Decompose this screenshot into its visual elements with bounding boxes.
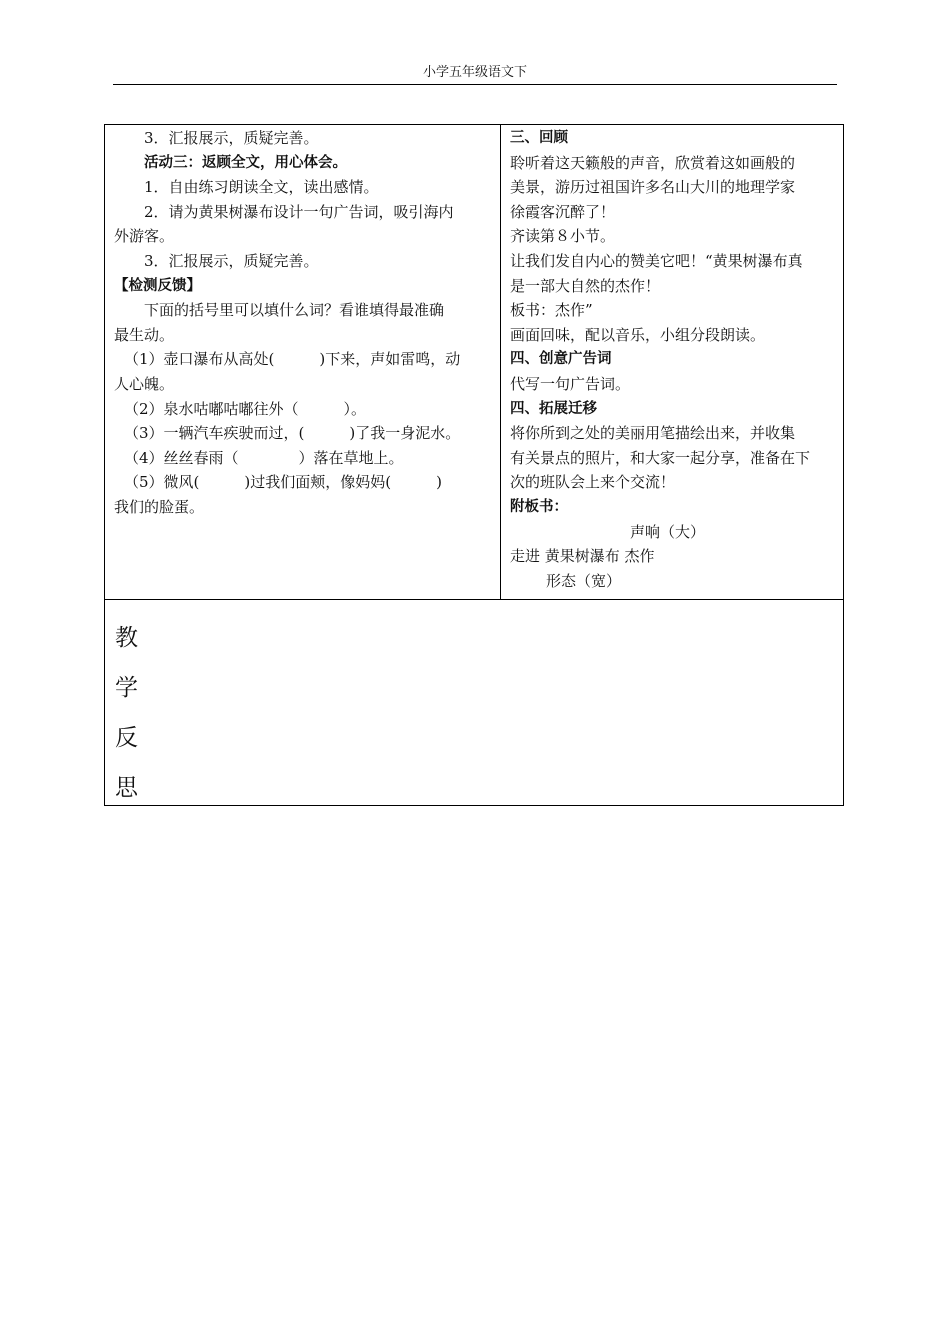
exercise-item: （2）泉水咕嘟咕嘟往外（ ）。 [124, 399, 367, 418]
feedback-heading: 【检测反馈】 [114, 277, 201, 294]
right-line: 板书：杰作” [510, 301, 593, 320]
right-line: 是一部大自然的杰作！ [510, 276, 661, 295]
right-line: 齐读第８小节。 [510, 227, 616, 246]
right-line: 将你所到之处的美丽用笔描绘出来，并收集 [510, 424, 796, 443]
reflection-char: 学 [115, 675, 138, 701]
reflection-char: 教 [115, 625, 138, 651]
exercise-item: （5）微风( )过我们面颊，像妈妈( ) [124, 473, 442, 492]
left-line: 外游客。 [114, 227, 175, 246]
right-line: 有关景点的照片，和大家一起分享，准备在下 [510, 448, 811, 467]
ad-slogan-heading: 四、创意广告词 [510, 351, 612, 368]
left-line: 3．汇报展示，质疑完善。 [144, 129, 319, 147]
lesson-table [104, 124, 844, 806]
board-notes-line: 形态（宽） [546, 571, 622, 590]
page-header [113, 64, 837, 85]
left-line: 2．请为黄果树瀑布设计一句广告词，吸引海内 [144, 202, 454, 221]
right-line: 画面回味，配以音乐，小组分段朗读。 [510, 325, 766, 344]
board-notes-heading: 附板书： [510, 498, 568, 515]
extension-heading: 四、拓展迁移 [510, 400, 597, 417]
reflection-char: 思 [115, 775, 138, 801]
right-line: 聆听着这天籁般的声音，欣赏着这如画般的 [510, 153, 796, 172]
student-activity-column [501, 125, 843, 599]
board-notes-line: 声响（大） [630, 522, 706, 541]
header-title: 小学五年级语文下 [422, 65, 527, 80]
left-line: 我们的脸蛋。 [114, 497, 205, 516]
review-heading: 三、回顾 [510, 130, 568, 146]
lesson-content-row [105, 125, 843, 600]
left-line: 最生动。 [114, 325, 175, 344]
left-line: 人心魄。 [114, 374, 175, 393]
left-line: 下面的括号里可以填什么词？看谁填得最准确 [144, 301, 445, 320]
left-line: 3．汇报展示，质疑完善。 [144, 251, 319, 270]
right-line: 次的班队会上来个交流！ [510, 473, 676, 492]
teaching-reflection-label [115, 613, 155, 813]
board-notes-line: 走进 黄果树瀑布 杰作 [510, 547, 655, 566]
activity-three-heading: 活动三：返顾全文，用心体会。 [144, 154, 347, 171]
exercise-item: （4）丝丝春雨（ ）落在草地上。 [124, 448, 404, 467]
reflection-char: 反 [115, 725, 138, 751]
exercise-item: （1）壶口瀑布从高处( )下来，声如雷鸣，动 [124, 350, 461, 369]
teacher-activity-column [105, 125, 501, 599]
right-line: 徐霞客沉醉了！ [510, 202, 616, 221]
exercise-item: （3）一辆汽车疾驶而过，( )了我一身泥水。 [124, 424, 461, 443]
right-line: 代写一句广告词。 [510, 374, 631, 393]
left-line: 1．自由练习朗读全文，读出感情。 [144, 178, 379, 197]
right-line: 让我们发自内心的赞美它吧！“黄果树瀑布真 [510, 251, 803, 270]
right-line: 美景，游历过祖国许多名山大川的地理学家 [510, 178, 796, 197]
